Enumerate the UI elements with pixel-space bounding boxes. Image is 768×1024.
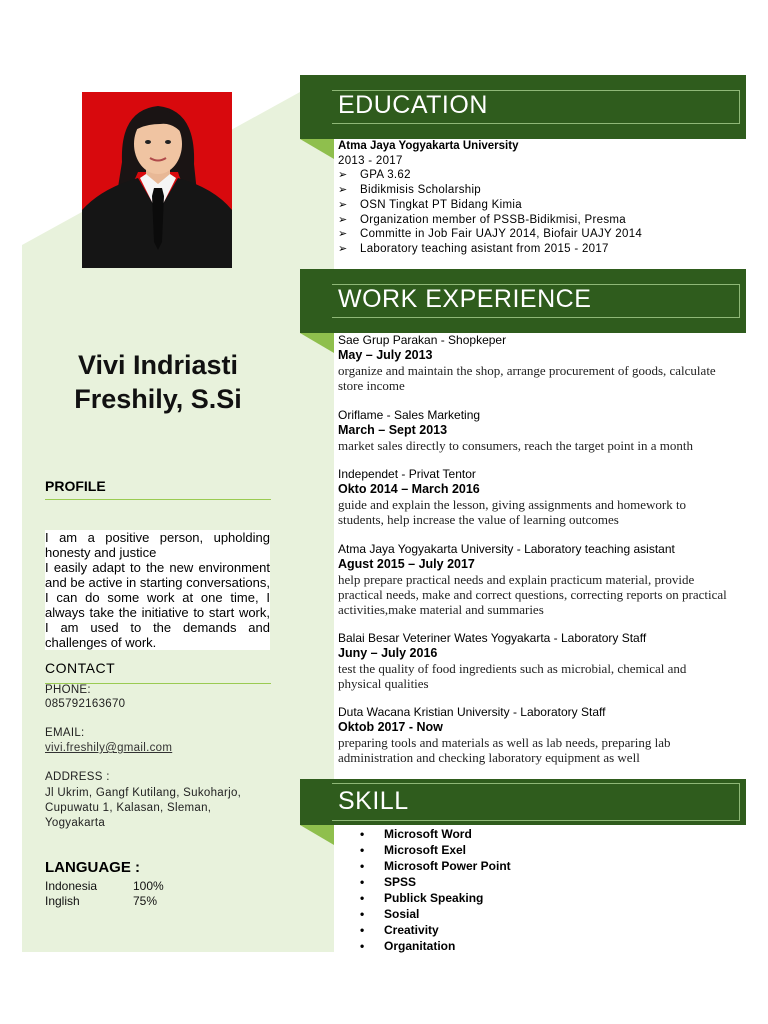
job-date: Okto 2014 – March 2016	[338, 482, 480, 496]
email-label: EMAIL:	[45, 727, 85, 739]
job-date: Oktob 2017 - Now	[338, 720, 443, 734]
job-title: Sae Grup Parakan - Shopkeper	[338, 333, 507, 347]
contact-heading: CONTACT	[45, 660, 116, 676]
arrow-bullet-icon: ➢	[338, 169, 348, 182]
bullet-icon: •	[360, 843, 365, 857]
profile-line-1: I am a positive person, upholding honesty and justice	[45, 530, 270, 560]
job-title: Oriflame - Sales Marketing	[338, 408, 481, 422]
skill-item: • Microsoft Exel	[360, 843, 467, 857]
education-item: ➢ Laboratory teaching asistant from 2015 - 2017	[338, 242, 609, 255]
education-header-bar	[300, 75, 746, 139]
email-link[interactable]: vivi.freshily@gmail.com	[45, 742, 173, 754]
bullet-icon: •	[360, 907, 365, 921]
job-entry	[338, 705, 728, 765]
arrow-bullet-icon: ➢	[338, 198, 348, 211]
education-item: ➢ Organization member of PSSB-Bidikmisi, Presma	[338, 213, 626, 226]
job-date: March – Sept 2013	[338, 423, 448, 437]
job-description: help prepare practical needs and explain practicum material, provide practical needs, make and correct questions, correcting reports on practical activities,make material and summaries	[338, 572, 727, 617]
job-description: guide and explain the lesson, giving assignments and homework to students, help increase the value of learning outcomes	[338, 497, 687, 527]
name-line-2: Freshily, S.Si	[74, 384, 242, 414]
profile-divider	[45, 499, 271, 500]
bullet-icon: •	[360, 891, 365, 905]
skill-header-bar	[300, 779, 746, 825]
job-description: market sales directly to consumers, reach the target point in a month	[338, 438, 693, 453]
phone-label: PHONE:	[45, 684, 91, 696]
education-item: ➢ Bidikmisis Scholarship	[338, 184, 481, 197]
skill-item: • Creativity	[360, 923, 439, 937]
profile-heading: PROFILE	[45, 478, 106, 494]
address-label: ADDRESS :	[45, 771, 110, 783]
arrow-bullet-icon: ➢	[338, 213, 348, 226]
arrow-bullet-icon: ➢	[338, 242, 348, 255]
profile-photo	[82, 92, 232, 268]
language-heading: LANGUAGE :	[45, 859, 140, 876]
arrow-bullet-icon: ➢	[338, 228, 348, 241]
job-description: preparing tools and materials as well as lab needs, preparing lab administration and checking laboratory equipment as well	[338, 735, 671, 765]
job-title: Balai Besar Veteriner Wates Yogyakarta - Laboratory Staff	[338, 631, 647, 645]
skill-item: • Microsoft Power Point	[360, 859, 511, 873]
job-date: Juny – July 2016	[338, 646, 438, 660]
job-title: Duta Wacana Kristian University - Laboratory Staff	[338, 705, 606, 719]
name-line-1: Vivi Indriasti	[77, 350, 239, 380]
education-fold	[300, 139, 334, 159]
job-title: Atma Jaya Yogyakarta University - Laboratory teaching asistant	[338, 542, 675, 556]
bullet-icon: •	[360, 923, 365, 937]
language-name: Indonesia	[45, 879, 98, 893]
skill-item: • Publick Speaking	[360, 891, 484, 905]
work-fold	[300, 333, 334, 353]
job-description: organize and maintain the shop, arrange procurement of goods, calculate store income	[338, 363, 716, 393]
skill-heading: SKILL	[338, 787, 409, 815]
job-date: May – July 2013	[338, 348, 433, 362]
address-line-2: Cupuwatu 1, Kalasan, Sleman,	[45, 802, 212, 814]
job-title: Independet - Privat Tentor	[338, 467, 476, 481]
bullet-icon: •	[360, 939, 365, 953]
language-row	[45, 894, 157, 908]
skill-item: • Microsoft Word	[360, 827, 472, 841]
work-header-bar	[300, 269, 746, 333]
skill-item: • Organitation	[360, 939, 456, 953]
skill-item: • SPSS	[360, 875, 417, 889]
bullet-icon: •	[360, 859, 365, 873]
work-heading: WORK EXPERIENCE	[338, 285, 592, 313]
skill-item: • Sosial	[360, 907, 420, 921]
education-block	[338, 139, 642, 257]
address-line-1: Jl Ukrim, Gangf Kutilang, Sukoharjo,	[45, 787, 242, 799]
job-date: Agust 2015 – July 2017	[338, 557, 475, 571]
job-description: test the quality of food ingredients such as microbial, chemical and physical qualities	[338, 661, 687, 691]
profile-line-2: I easily adapt to the new environment and be active in starting conversations, I can do some work at one time, I always take the initiative to start work, I am used to the demands and challenges of work.	[45, 560, 270, 650]
profile-summary	[45, 530, 270, 650]
education-heading: EDUCATION	[338, 91, 488, 119]
skill-fold	[300, 825, 334, 845]
school-name: Atma Jaya Yogyakarta University	[338, 140, 519, 152]
language-name: Inglish	[45, 894, 80, 908]
job-entry	[338, 408, 728, 453]
skill-list	[360, 826, 511, 954]
language-row	[45, 879, 164, 893]
arrow-bullet-icon: ➢	[338, 184, 348, 197]
job-entry	[338, 467, 728, 527]
candidate-name	[40, 348, 276, 416]
job-entry	[338, 333, 728, 393]
bullet-icon: •	[360, 827, 365, 841]
bullet-icon: •	[360, 875, 365, 889]
job-entry	[338, 542, 728, 617]
address-line-3: Yogyakarta	[45, 817, 106, 829]
education-item: ➢ OSN Tingkat PT Bidang Kimia	[338, 198, 522, 211]
language-level: 100%	[133, 879, 164, 893]
language-level: 75%	[133, 894, 158, 908]
phone-value: 085792163670	[45, 698, 126, 710]
school-years: 2013 - 2017	[338, 154, 403, 167]
job-entry	[338, 631, 728, 691]
education-list	[338, 168, 642, 256]
education-item: ➢ GPA 3.62	[338, 169, 411, 182]
education-item: ➢ Committe in Job Fair UAJY 2014, Biofair UAJY 2014	[338, 228, 643, 241]
